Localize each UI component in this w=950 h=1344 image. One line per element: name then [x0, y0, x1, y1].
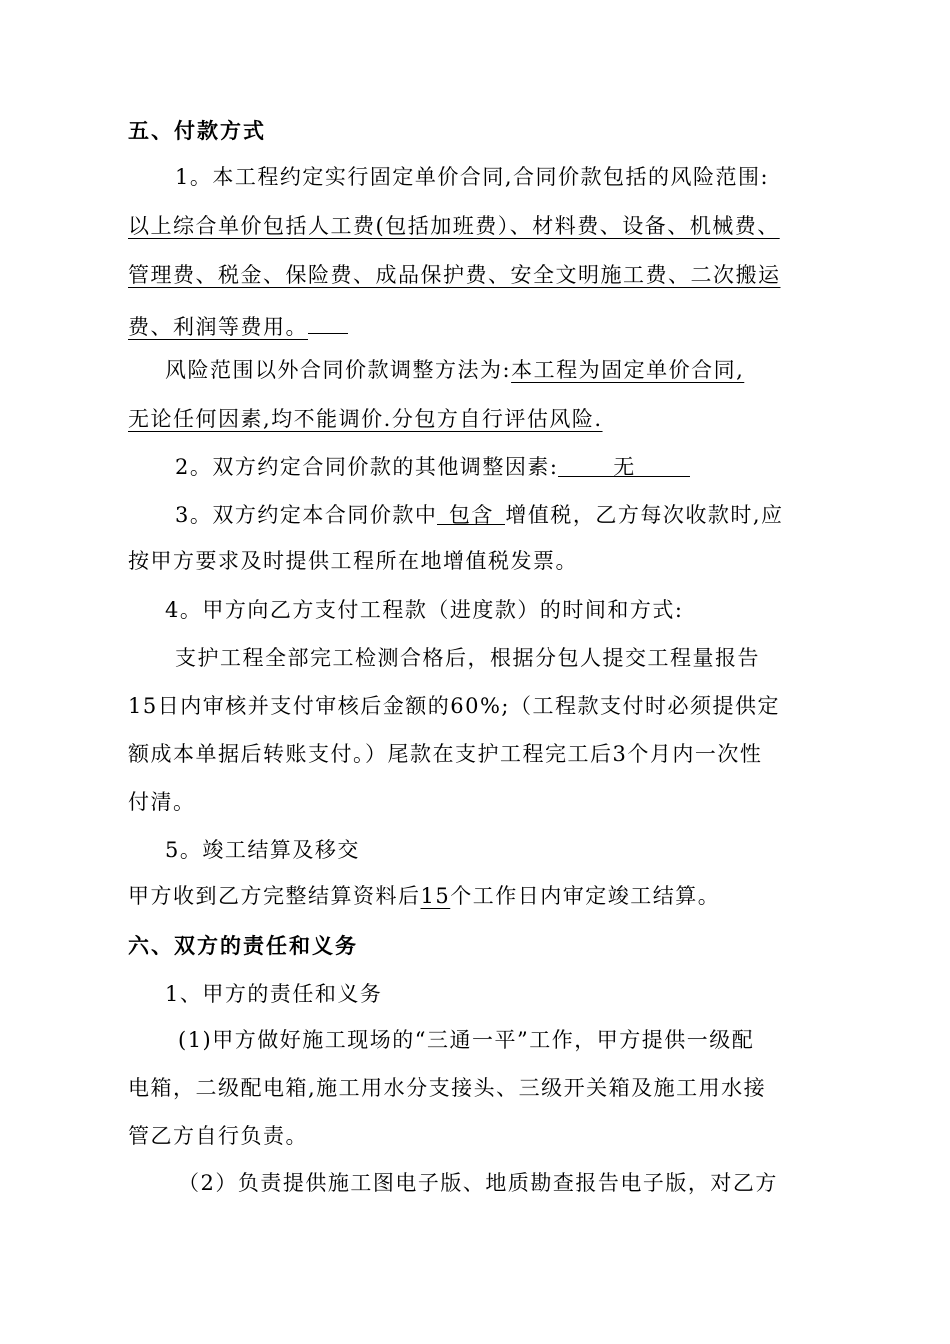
clause-2 — [175, 452, 690, 482]
clause-1-scope-line-3-text: 费、利润等费用。 — [128, 315, 308, 339]
clause-2-value: 无 — [558, 452, 690, 477]
clause-1-scope-line-2: 管理费、税金、保险费、成品保护费、安全文明施工费、二次搬运 — [128, 263, 781, 287]
item-1-line-2: 电箱，二级配电箱,施工用水分支接头、三级开关箱及施工用水接 — [128, 1076, 767, 1100]
clause-5-body — [128, 881, 720, 911]
risk-adjustment-line-2: 无论任何因素,均不能调价.分包方自行评估风险. — [128, 407, 603, 431]
section-6-sub-1: 1、甲方的责任和义务 — [165, 982, 383, 1006]
item-1-line-1: (1)甲方做好施工现场的“三通一平”工作，甲方提供一级配 — [178, 1028, 755, 1052]
clause-4-line-2: 15日内审核并支付审核后金额的60%;（工程款支付时必须提供定 — [128, 694, 780, 718]
clause-4-line-1: 支护工程全部完工检测合格后，根据分包人提交工程量报告 — [175, 646, 760, 670]
clause-1-intro: 1。本工程约定实行固定单价合同,合同价款包括的风险范围: — [175, 165, 770, 189]
clause-1-scope-line-1: 以上综合单价包括人工费(包括加班费）、材料费、设备、机械费、 — [128, 214, 780, 238]
clause-5-heading: 5。竣工结算及移交 — [165, 838, 360, 862]
risk-adjustment-line-1 — [165, 355, 744, 385]
clause-3-value: 包含 — [437, 500, 505, 525]
risk-adjustment-value-1: 本工程为固定单价合同, — [511, 358, 745, 382]
clause-4-heading: 4。甲方向乙方支付工程款（进度款）的时间和方式: — [165, 598, 684, 622]
clause-5-suffix: 个工作日内审定竣工结算。 — [450, 884, 721, 908]
clause-4-line-4: 付清。 — [128, 790, 196, 814]
clause-1-scope-line-3 — [128, 309, 348, 342]
clause-3-label: 3。双方约定本合同价款中 — [175, 503, 438, 527]
clause-2-label: 2。双方约定合同价款的其他调整因素: — [175, 455, 559, 479]
item-2-line-1: （2）负责提供施工图电子版、地质勘查报告电子版，对乙方 — [178, 1171, 778, 1195]
section-6-heading: 六、双方的责任和义务 — [128, 933, 358, 958]
section-5-heading: 五、付款方式 — [128, 118, 266, 143]
clause-3-line-2: 按甲方要求及时提供工程所在地增值税发票。 — [128, 549, 578, 573]
clause-5-days-value: 15 — [420, 884, 451, 908]
clause-3-suffix: 增值税，乙方每次收款时,应 — [505, 503, 784, 527]
clause-5-label: 甲方收到乙方完整结算资料后 — [128, 884, 421, 908]
item-1-line-3: 管乙方自行负责。 — [128, 1124, 308, 1148]
underline-fill — [308, 309, 348, 334]
risk-adjustment-label: 风险范围以外合同价款调整方法为: — [165, 358, 512, 382]
clause-3-line-1 — [175, 500, 784, 530]
clause-4-line-3: 额成本单据后转账支付。）尾款在支护工程完工后3个月内一次性 — [128, 742, 763, 766]
